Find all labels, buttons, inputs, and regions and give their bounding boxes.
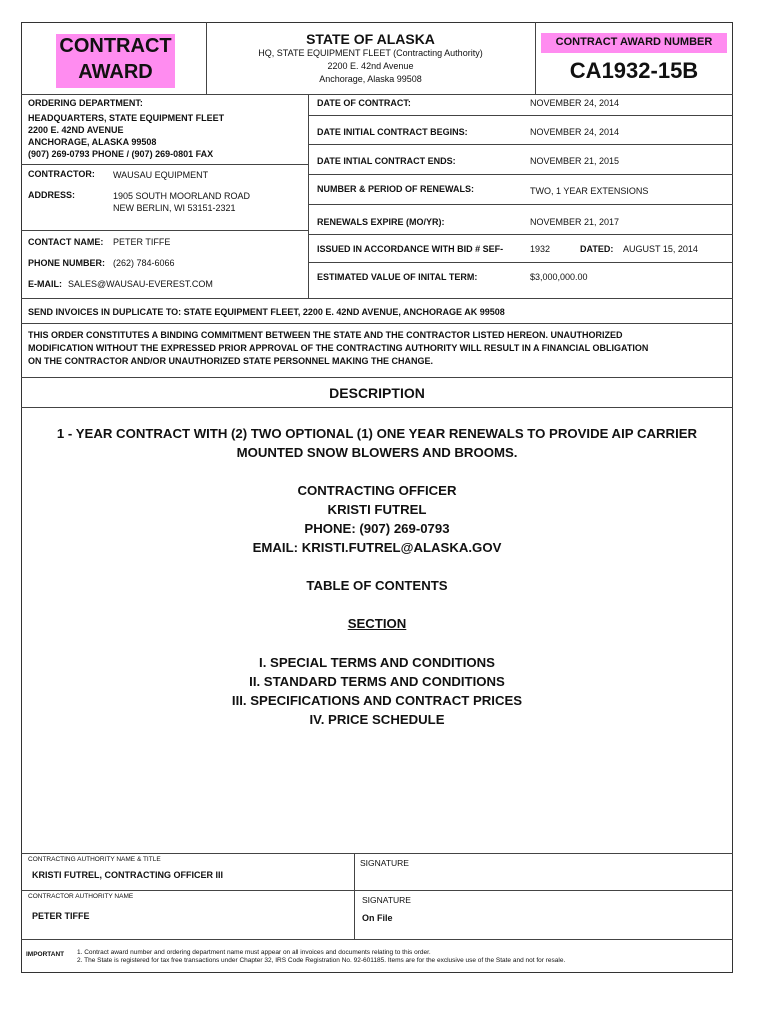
section-item-2: II. STANDARD TERMS AND CONDITIONS <box>249 674 505 689</box>
ordering-line3: ANCHORAGE, ALASKA 99508 <box>28 137 157 147</box>
divider <box>308 262 733 263</box>
contact-name: PETER TIFFE <box>113 237 171 247</box>
divider <box>21 890 733 891</box>
divider <box>308 204 733 205</box>
section-title: SECTION <box>347 616 407 631</box>
renewals-expire-label: RENEWALS EXPIRE (MO/YR): <box>317 217 445 227</box>
officer-phone: PHONE: (907) 269-0793 <box>304 521 450 536</box>
email-value: SALES@WAUSAU-EVEREST.COM <box>68 279 213 289</box>
divider <box>308 234 733 235</box>
estimated-value: $3,000,000.00 <box>530 272 588 282</box>
contractor-authority-value: PETER TIFFE <box>32 911 90 921</box>
description-title: DESCRIPTION <box>329 385 425 401</box>
renewals-value: TWO, 1 YEAR EXTENSIONS <box>530 186 649 196</box>
toc-title: TABLE OF CONTENTS <box>306 578 448 593</box>
bid-dated-value: AUGUST 15, 2014 <box>623 244 698 254</box>
initial-begins-value: NOVEMBER 24, 2014 <box>530 127 620 137</box>
section-item-1: I. SPECIAL TERMS AND CONDITIONS <box>259 655 495 670</box>
officer-name: KRISTI FUTREL <box>327 502 427 517</box>
bid-label: ISSUED IN ACCORDANCE WITH BID # SEF- <box>317 244 504 254</box>
contractor-signature-value: On File <box>362 913 393 923</box>
ordering-line4: (907) 269-0793 PHONE / (907) 269-0801 FAX <box>28 149 214 159</box>
divider <box>21 94 733 95</box>
initial-ends-value: NOVEMBER 21, 2015 <box>530 156 620 166</box>
initial-ends-label: DATE INTIAL CONTRACT ENDS: <box>317 156 456 166</box>
divider <box>21 407 733 408</box>
contracting-authority: HQ, STATE EQUIPMENT FLEET (Contracting Authority) <box>258 48 483 58</box>
phone-number-label: PHONE NUMBER: <box>28 258 106 268</box>
contractor-address-line1: 1905 SOUTH MOORLAND ROAD <box>113 191 251 201</box>
invoice-instruction: SEND INVOICES IN DUPLICATE TO: STATE EQUIPMENT FLEET, 2200 E. 42ND AVENUE, ANCHORAGE AK 99508 <box>28 307 505 317</box>
contractor-name: WAUSAU EQUIPMENT <box>113 170 209 180</box>
contractor-authority-label: CONTRACTOR AUTHORITY NAME <box>28 893 134 900</box>
divider <box>21 377 733 378</box>
important-note-2: 2. The State is registered for tax free transactions under Chapter 32, IRS Code Registration No. 92-601185. Items are for the exclusive use of the State and not for resale. <box>77 957 566 964</box>
renewals-expire-value: NOVEMBER 21, 2017 <box>530 217 620 227</box>
divider <box>21 323 733 324</box>
email-label: E-MAIL: <box>28 279 62 289</box>
important-label: IMPORTANT <box>26 951 65 958</box>
officer-title: CONTRACTING OFFICER <box>297 483 457 498</box>
binding-line2: MODIFICATION WITHOUT THE EXPRESSED PRIOR APPROVAL OF THE CONTRACTING AUTHORITY WILL RESULT IN A FINANCIAL OBLIGATION <box>28 343 649 353</box>
officer-email: EMAIL: KRISTI.FUTREL@ALASKA.GOV <box>252 540 502 555</box>
description-line2: MOUNTED SNOW BLOWERS AND BROOMS. <box>236 445 518 460</box>
award-number: CA1932-15B <box>569 58 699 83</box>
section-item-3: III. SPECIFICATIONS AND CONTRACT PRICES <box>231 693 523 708</box>
contractor-address-label: ADDRESS: <box>28 190 76 200</box>
contractor-label: CONTRACTOR: <box>28 169 95 179</box>
bid-dated-label: DATED: <box>580 244 614 254</box>
initial-begins-label: DATE INITIAL CONTRACT BEGINS: <box>317 127 468 137</box>
divider <box>308 144 733 145</box>
binding-line1: THIS ORDER CONSTITUTES A BINDING COMMITMENT BETWEEN THE STATE AND THE CONTRACTOR LISTED HEREON. UNAUTHORIZED <box>28 330 623 340</box>
authority-name-label: CONTRACTING AUTHORITY NAME & TITLE <box>28 856 161 863</box>
contractor-signature-label: SIGNATURE <box>362 895 411 905</box>
contractor-address-line2: NEW BERLIN, WI 53151-2321 <box>113 203 236 213</box>
authority-name-value: KRISTI FUTREL, CONTRACTING OFFICER III <box>32 870 223 880</box>
contact-name-label: CONTACT NAME: <box>28 237 104 247</box>
authority-address-line2: Anchorage, Alaska 99508 <box>319 74 422 84</box>
divider <box>21 298 733 299</box>
estimated-value-label: ESTIMATED VALUE OF INITAL TERM: <box>317 272 478 282</box>
divider <box>21 939 733 940</box>
important-note-1: 1. Contract award number and ordering department name must appear on all invoices and documents relating to this order. <box>77 949 431 956</box>
award-number-label: CONTRACT AWARD NUMBER <box>555 36 713 48</box>
renewals-label: NUMBER & PERIOD OF RENEWALS: <box>317 184 475 194</box>
authority-signature-label: SIGNATURE <box>360 858 409 868</box>
phone-number: (262) 784-6066 <box>113 258 175 268</box>
state-title: STATE OF ALASKA <box>306 31 435 47</box>
authority-address-line1: 2200 E. 42nd Avenue <box>327 61 414 71</box>
ordering-department-label: ORDERING DEPARTMENT: <box>28 98 143 108</box>
date-of-contract-label: DATE OF CONTRACT: <box>317 98 411 108</box>
divider <box>21 164 308 165</box>
section-item-4: IV. PRICE SCHEDULE <box>309 712 445 727</box>
divider <box>308 94 309 298</box>
divider <box>21 853 733 854</box>
divider <box>21 230 308 231</box>
bid-number: 1932 <box>530 244 551 254</box>
doc-type-line1: CONTRACT <box>59 35 172 57</box>
divider <box>308 115 733 116</box>
date-of-contract-value: NOVEMBER 24, 2014 <box>530 98 620 108</box>
ordering-line2: 2200 E. 42ND AVENUE <box>28 125 124 135</box>
ordering-line1: HEADQUARTERS, STATE EQUIPMENT FLEET <box>28 113 225 123</box>
binding-line3: ON THE CONTRACTOR AND/OR UNAUTHORIZED STATE PERSONNEL MAKING THE CHANGE. <box>28 356 434 366</box>
divider <box>308 174 733 175</box>
doc-type-line2: AWARD <box>78 61 153 83</box>
description-line1: 1 - YEAR CONTRACT WITH (2) TWO OPTIONAL (1) ONE YEAR RENEWALS TO PROVIDE AIP CARRIER <box>56 426 698 441</box>
divider <box>354 853 355 939</box>
